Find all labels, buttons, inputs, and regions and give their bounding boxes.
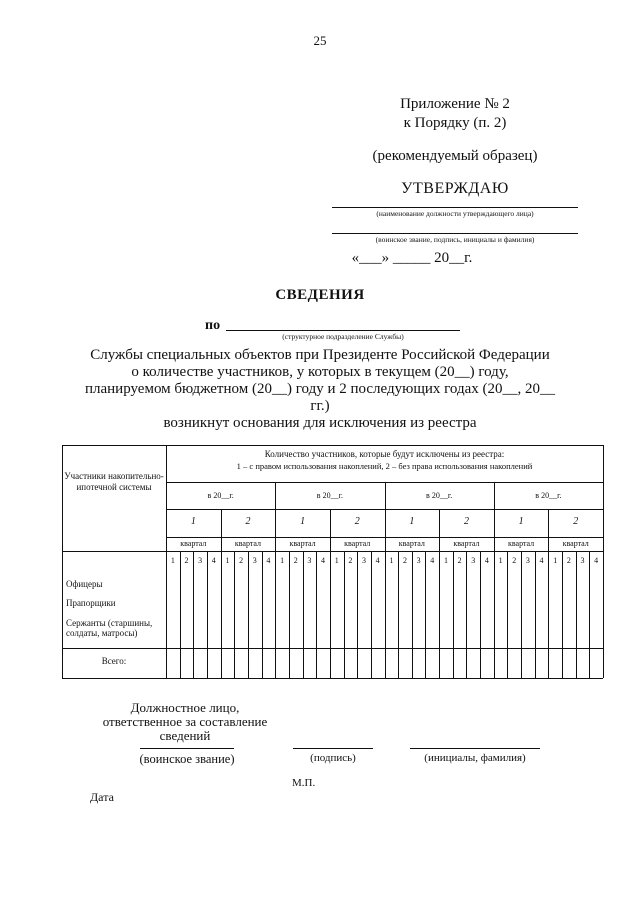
year-divider [275, 482, 276, 678]
by-caption: (структурное подразделение Службы) [282, 332, 404, 341]
row-label: Всего: [101, 656, 127, 666]
year-divider [385, 482, 386, 678]
stamp-place: М.П. [292, 777, 316, 789]
quarter-divider [303, 551, 304, 678]
sig-rank-caption: (воинское звание) [139, 752, 235, 766]
group-divider [439, 509, 440, 678]
sign-sig-line [293, 748, 373, 749]
position-line [332, 207, 578, 208]
body-line-2: о количестве участников, у которых в текущем (20__) году, [131, 364, 509, 380]
quarter-label: квартал [234, 539, 262, 548]
approve-date: «___» _____ 20__г. [351, 250, 473, 266]
group-1-label: 1 [518, 516, 524, 527]
quarter-number: 4 [321, 556, 326, 565]
quarter-label: квартал [507, 539, 535, 548]
body-line-5: возникнут основания для исключения из реестра [163, 415, 477, 431]
group-2-label: 2 [354, 516, 360, 527]
quarter-divider [562, 551, 563, 678]
appendix-line1: Приложение № 2 [400, 96, 510, 112]
quarter-number: 3 [198, 556, 203, 565]
quarter-divider [180, 551, 181, 678]
group-1-label: 1 [409, 516, 415, 527]
group-2-label: 2 [245, 516, 251, 527]
quarter-divider [234, 551, 235, 678]
quarter-number: 2 [566, 556, 571, 565]
quarter-number: 4 [484, 556, 489, 565]
quarter-number: 1 [498, 556, 503, 565]
by-prefix: по [205, 318, 221, 333]
quarter-number: 1 [280, 556, 285, 565]
quarter-divider [425, 551, 426, 678]
quarter-label: квартал [289, 539, 316, 548]
quarter-number: 1 [389, 556, 394, 565]
quarter-number: 4 [430, 556, 435, 565]
page-number: 25 [313, 33, 327, 48]
quarter-number: 1 [170, 556, 175, 565]
table-header-line1: Количество участников, которые будут исключены из реестра: [264, 449, 505, 459]
quarter-divider [357, 551, 358, 678]
quarter-divider [412, 551, 413, 678]
quarter-divider [207, 551, 208, 678]
quarter-number: 2 [457, 556, 462, 565]
row-label: Прапорщики [66, 598, 116, 608]
group-divider [330, 509, 331, 678]
quarter-divider [507, 551, 508, 678]
by-line [226, 330, 460, 331]
quarter-label: квартал [562, 539, 589, 548]
quarter-divider [535, 551, 536, 678]
quarter-divider [371, 551, 372, 678]
rank-line [332, 233, 578, 234]
group-1-label: 1 [300, 516, 306, 527]
quarter-divider [344, 551, 345, 678]
rank-caption: (воинское звание, подпись, инициалы и фамилия) [375, 235, 535, 244]
approve-label: УТВЕРЖДАЮ [401, 180, 509, 197]
responsible-label: Должностное лицо, ответственное за составление сведений [102, 700, 268, 743]
quarter-number: 2 [402, 556, 407, 565]
year-label: в 20__г. [207, 491, 234, 500]
quarter-divider [480, 551, 481, 678]
quarter-divider [589, 551, 590, 678]
quarter-divider [193, 551, 194, 678]
quarter-number: 1 [553, 556, 558, 565]
quarter-number: 2 [239, 556, 244, 565]
quarter-number: 1 [334, 556, 339, 565]
quarter-divider [289, 551, 290, 678]
row-header-label: Участники накопительно-ипотечной системы [64, 471, 164, 492]
quarter-number: 3 [362, 556, 367, 565]
year-label: в 20__г. [426, 491, 453, 500]
sample-label: (рекомендуемый образец) [372, 148, 538, 164]
sig-name-caption: (инициалы, фамилия) [424, 752, 526, 764]
rank-sig-line [140, 748, 234, 749]
quarter-number: 2 [512, 556, 517, 565]
table-header-line2: 1 – с правом использования накоплений, 2 – без права использования накоплений [236, 461, 533, 471]
quarter-divider [576, 551, 577, 678]
quarter-number: 3 [525, 556, 530, 565]
quarter-number: 2 [184, 556, 189, 565]
quarter-label: квартал [453, 539, 480, 548]
quarter-number: 4 [266, 556, 271, 565]
name-sig-line [410, 748, 540, 749]
group-1-label: 1 [190, 516, 196, 527]
year-label: в 20__г. [535, 491, 562, 500]
appendix-line2: к Порядку (п. 2) [403, 115, 507, 131]
quarter-number: 4 [539, 556, 544, 565]
quarter-divider [466, 551, 467, 678]
quarter-number: 1 [443, 556, 448, 565]
quarter-number: 4 [594, 556, 599, 565]
group-2-label: 2 [463, 516, 469, 527]
quarter-number: 1 [225, 556, 230, 565]
year-divider [494, 482, 495, 678]
table-border-left [62, 445, 63, 678]
sig-sign-caption: (подпись) [310, 752, 356, 764]
quarter-number: 3 [580, 556, 585, 565]
row-label: Офицеры [66, 579, 103, 589]
quarter-number: 4 [211, 556, 216, 565]
report-table [62, 445, 603, 678]
quarter-number: 3 [416, 556, 421, 565]
quarter-divider [453, 551, 454, 678]
table-border-bottom [62, 678, 603, 679]
body-line-4: гг.) [310, 398, 330, 414]
table-border-top [62, 445, 603, 446]
quarter-label: квартал [344, 539, 371, 548]
body-line-1: Службы специальных объектов при Президенте Российской Федерации [90, 347, 550, 363]
date-label: Дата [90, 790, 114, 804]
quarter-number: 4 [375, 556, 380, 565]
quarter-number: 2 [348, 556, 353, 565]
group-divider [548, 509, 549, 678]
year-label: в 20__г. [316, 491, 343, 500]
quarter-number: 2 [293, 556, 298, 565]
quarter-label: квартал [180, 539, 207, 548]
quarter-label: квартал [398, 539, 425, 548]
quarter-number: 3 [307, 556, 312, 565]
quarter-number: 3 [471, 556, 476, 565]
table-border-right [603, 445, 604, 678]
quarter-divider [262, 551, 263, 678]
position-caption: (наименование должности утверждающего лица) [376, 209, 534, 218]
group-2-label: 2 [573, 516, 579, 527]
quarter-divider [248, 551, 249, 678]
quarter-divider [521, 551, 522, 678]
quarter-divider [316, 551, 317, 678]
body-line-3: планируемом бюджетном (20__) году и 2 последующих годах (20__, 20__ [84, 381, 556, 397]
quarter-divider [398, 551, 399, 678]
document-title: СВЕДЕНИЯ [275, 287, 365, 303]
quarter-number: 3 [252, 556, 257, 565]
group-divider [221, 509, 222, 678]
row-label: Сержанты (старшины, солдаты, матросы) [66, 618, 153, 638]
